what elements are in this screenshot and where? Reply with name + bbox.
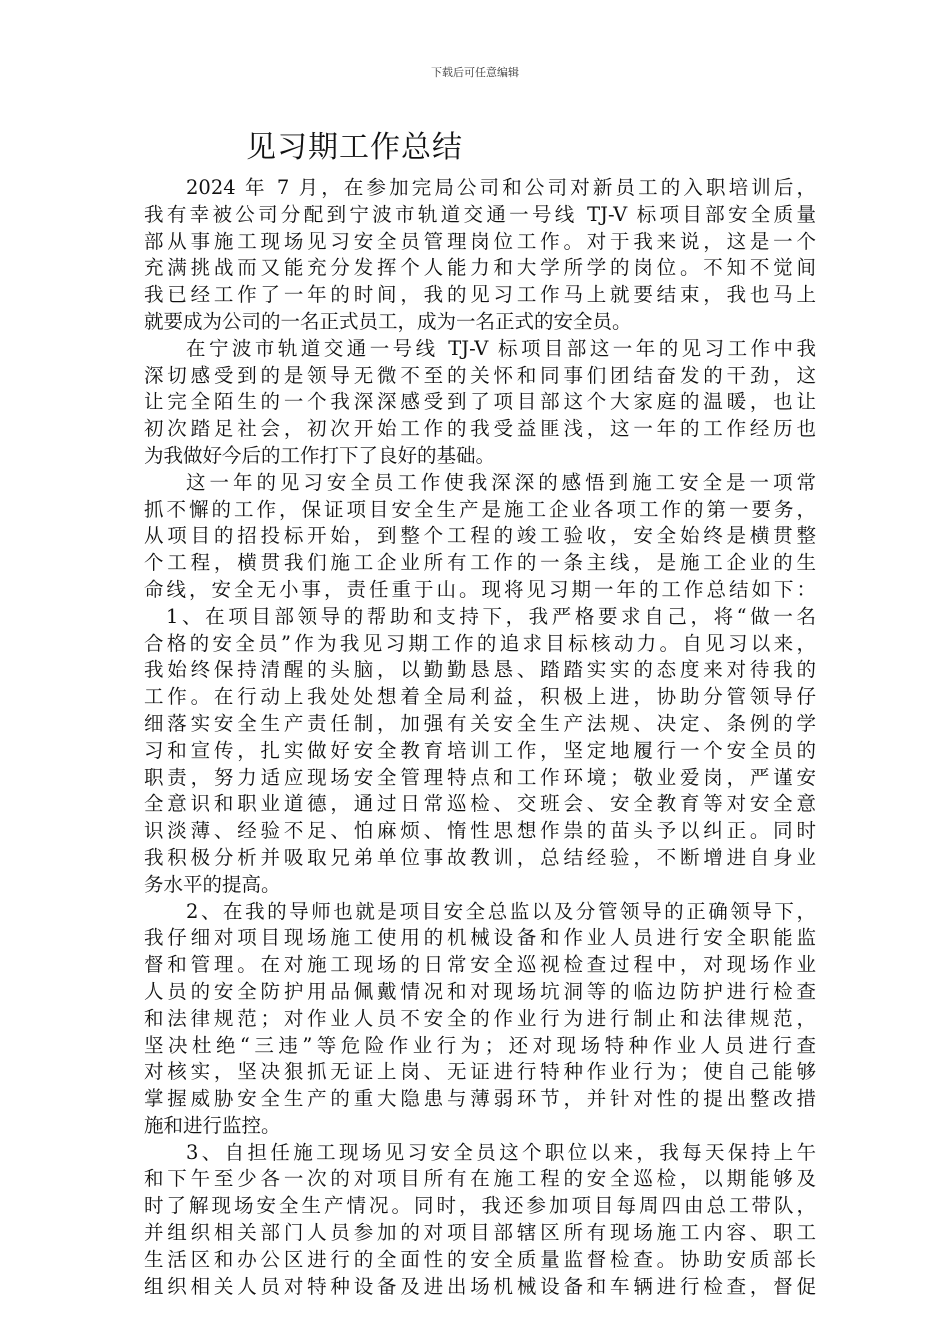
- text-line: 初次踏足社会，初次开始工作的我受益匪浅，这一年的工作经历也: [144, 417, 816, 441]
- text-line: 并组织相关部门人员参加的对项目部辖区所有现场施工内容、职工: [144, 1221, 816, 1245]
- text-line: 这一年的见习安全员工作使我深深的感悟到施工安全是一项常: [186, 470, 816, 494]
- text-line: 在宁波市轨道交通一号线 TJ-V 标项目部这一年的见习工作中我: [186, 336, 816, 360]
- text-line: 督和管理。在对施工现场的日常安全巡视检查过程中，对现场作业: [144, 953, 816, 977]
- text-line: 就要成为公司的一名正式员工，成为一名正式的安全员。: [144, 309, 632, 333]
- text-line: 让完全陌生的一个我深深感受到了项目部这个大家庭的温暖，也让: [144, 390, 816, 414]
- page-header-note: 下载后可任意编辑: [431, 66, 519, 79]
- document-title: 见习期工作总结: [246, 130, 463, 165]
- document-body: [144, 175, 816, 1300]
- text-line: 我有幸被公司分配到宁波市轨道交通一号线 TJ-V 标项目部安全质量: [144, 202, 816, 226]
- text-line: 对核实，坚决狠抓无证上岗、无证进行特种作业行为；使自己能够: [144, 1060, 816, 1084]
- text-line: 细落实安全生产责任制，加强有关安全生产法规、决定、条例的学: [144, 711, 816, 735]
- text-line: 我积极分析并吸取兄弟单位事故教训，总结经验，不断增进自身业: [144, 845, 816, 869]
- text-line: 我始终保持清醒的头脑，以勤勤恳恳、踏踏实实的态度来对待我的: [144, 658, 816, 682]
- text-line: 生活区和办公区进行的全面性的安全质量监督检查。协助安质部长: [144, 1247, 816, 1271]
- text-line: 我仔细对项目现场施工使用的机械设备和作业人员进行安全职能监: [144, 926, 816, 950]
- text-line: 职责，努力适应现场安全管理特点和工作环境；敬业爱岗，严谨安: [144, 765, 816, 789]
- text-line: 3、自担任施工现场见习安全员这个职位以来，我每天保持上午: [186, 1140, 816, 1164]
- text-line: 充满挑战而又能充分发挥个人能力和大学所学的岗位。不知不觉间: [144, 256, 816, 280]
- text-line: 施和进行监控。: [144, 1113, 281, 1137]
- text-line: 我已经工作了一年的时间，我的见习工作马上就要结束，我也马上: [144, 283, 816, 307]
- text-line: 2024 年 7 月，在参加完局公司和公司对新员工的入职培训后，: [186, 176, 816, 199]
- text-line: 全意识和职业道德，通过日常巡检、交班会、安全教育等对安全意: [144, 792, 816, 816]
- text-line: 习和宣传，扎实做好安全教育培训工作，坚定地履行一个安全员的: [144, 738, 816, 762]
- text-line: 坚决杜绝“三违”等危险作业行为；还对现场特种作业人员进行查: [144, 1033, 816, 1057]
- text-line: 为我做好今后的工作打下了良好的基础。: [144, 443, 496, 467]
- text-line: 抓不懈的工作，保证项目安全生产是施工企业各项工作的第一要务，: [144, 497, 816, 521]
- text-line: 人员的安全防护用品佩戴情况和对现场坑洞等的临边防护进行检查: [144, 979, 816, 1003]
- text-line: 时了解现场安全生产情况。同时，我还参加项目每周四由总工带队，: [144, 1194, 816, 1218]
- text-line: 组织相关人员对特种设备及进出场机械设备和车辆进行检查，督促: [144, 1274, 816, 1298]
- text-line: 1、在项目部领导的帮助和支持下，我严格要求自己，将“做一名: [166, 604, 816, 628]
- text-line: 和下午至少各一次的对项目所有在施工程的安全巡检，以期能够及: [144, 1167, 816, 1191]
- text-line: 工作。在行动上我处处想着全局利益，积极上进，协助分管领导仔: [144, 685, 816, 709]
- text-line: 从项目的招投标开始，到整个工程的竣工验收，安全始终是横贯整: [144, 524, 816, 548]
- text-line: 掌握威胁安全生产的重大隐患与薄弱环节，并针对性的提出整改措: [144, 1087, 816, 1111]
- text-line: 深切感受到的是领导无微不至的关怀和同事们团结奋发的干劲，这: [144, 363, 816, 387]
- text-line: 合格的安全员”作为我见习期工作的追求目标核动力。自见习以来，: [144, 631, 816, 655]
- text-line: 个工程，横贯我们施工企业所有工作的一条主线，是施工企业的生: [144, 551, 816, 575]
- text-line: 命线，安全无小事，责任重于山。现将见习期一年的工作总结如下：: [144, 577, 816, 601]
- text-line: 务水平的提高。: [144, 872, 281, 896]
- text-line: 识淡薄、经验不足、怕麻烦、惰性思想作祟的苗头予以纠正。同时: [144, 819, 816, 843]
- text-line: 2、在我的导师也就是项目安全总监以及分管领导的正确领导下，: [186, 899, 816, 923]
- text-line: 部从事施工现场见习安全员管理岗位工作。对于我来说，这是一个: [144, 229, 816, 253]
- text-line: 和法律规范；对作业人员不安全的作业行为进行制止和法律规范，: [144, 1006, 816, 1030]
